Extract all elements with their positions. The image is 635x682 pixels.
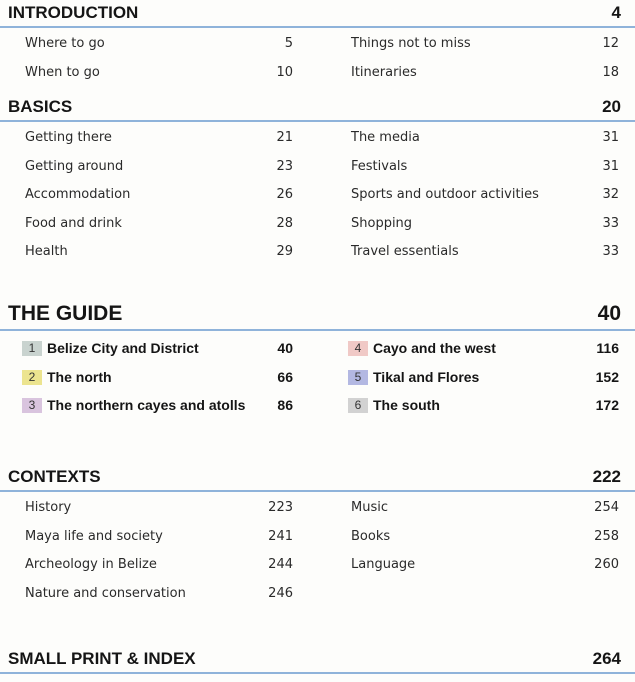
toc-row xyxy=(0,238,635,267)
toc-entry[interactable]: Nature and conservation xyxy=(25,585,186,601)
toc-page-number: 40 xyxy=(277,340,293,356)
toc-entry[interactable]: Itineraries xyxy=(351,64,417,80)
section-header xyxy=(0,646,635,674)
toc-entry[interactable]: Shopping xyxy=(351,215,413,231)
toc-entry[interactable]: When to go xyxy=(25,64,100,80)
toc-page-number: 244 xyxy=(268,557,293,573)
toc-entry[interactable]: Accommodation xyxy=(25,187,131,203)
toc-row xyxy=(0,210,635,239)
section-contexts xyxy=(0,464,635,608)
chapter-number-badge: 4 xyxy=(348,341,368,356)
chapter-number-badge: 6 xyxy=(348,398,368,413)
toc-page-number: 10 xyxy=(276,64,293,80)
toc-row xyxy=(0,551,635,580)
toc-page-number: 28 xyxy=(276,215,293,231)
toc-entry[interactable]: Health xyxy=(25,244,68,260)
toc-entry[interactable]: Food and drink xyxy=(25,215,122,231)
chapter-label: Belize City and District xyxy=(47,340,199,356)
toc-page-number: 116 xyxy=(596,340,619,356)
toc-entry[interactable]: Sports and outdoor activities xyxy=(351,187,539,203)
chapter-entry[interactable] xyxy=(348,334,496,363)
toc-entry[interactable]: Festivals xyxy=(351,158,408,174)
toc-page-number: 21 xyxy=(276,130,293,145)
section-title[interactable]: THE GUIDE xyxy=(8,302,123,325)
toc-page-number: 5 xyxy=(284,36,293,51)
toc-page-number: 152 xyxy=(595,368,619,385)
toc-page-number: 18 xyxy=(602,64,619,80)
toc-page-number: 260 xyxy=(594,557,619,573)
toc-row xyxy=(0,523,635,552)
toc-page-number: 223 xyxy=(268,500,293,515)
section-page-number: 40 xyxy=(597,302,621,325)
toc-row xyxy=(0,59,635,88)
toc-row xyxy=(0,580,635,609)
section-header xyxy=(0,0,635,28)
toc-page-number: 86 xyxy=(277,397,293,414)
chapter-entry[interactable] xyxy=(22,363,112,392)
toc-entry[interactable]: Books xyxy=(351,528,391,544)
toc-page-number: 66 xyxy=(277,368,293,385)
chapter-entry[interactable] xyxy=(22,334,199,363)
section-page-number: 264 xyxy=(592,649,621,668)
toc-entry[interactable]: Language xyxy=(351,557,416,573)
toc-entry[interactable]: Getting around xyxy=(25,158,124,174)
toc-row xyxy=(0,124,635,153)
section-title[interactable]: CONTEXTS xyxy=(8,467,101,486)
section-basics xyxy=(0,94,635,267)
toc-entry[interactable]: Things not to miss xyxy=(351,36,471,51)
toc-page-number: 23 xyxy=(276,158,293,174)
toc-page-number: 258 xyxy=(594,528,619,544)
chapter-label: The northern cayes and atolls xyxy=(47,397,246,414)
chapter-entry[interactable] xyxy=(348,363,479,392)
section-title[interactable]: SMALL PRINT & INDEX xyxy=(8,649,196,668)
chapter-number-badge: 1 xyxy=(22,341,42,356)
toc-entry[interactable]: Archeology in Belize xyxy=(25,557,157,573)
toc-page-number: 172 xyxy=(595,397,619,414)
section-page-number: 222 xyxy=(592,467,621,486)
chapter-label: Tikal and Flores xyxy=(373,368,480,385)
toc-entry[interactable]: Travel essentials xyxy=(351,244,459,260)
toc-row xyxy=(0,334,635,363)
section-introduction xyxy=(0,0,635,87)
toc-row xyxy=(0,363,635,392)
toc-entry[interactable]: The media xyxy=(351,130,420,145)
chapter-label: The north xyxy=(47,368,112,385)
section-page-number: 20 xyxy=(602,97,621,116)
toc-entry[interactable]: History xyxy=(25,500,72,515)
section-header xyxy=(0,94,635,122)
toc-page-number: 26 xyxy=(276,187,293,203)
section-small-print-index xyxy=(0,646,635,674)
toc-page-number: 33 xyxy=(602,244,619,260)
toc-entry[interactable]: Where to go xyxy=(25,36,105,51)
chapter-number-badge: 3 xyxy=(22,398,42,413)
section-header xyxy=(0,464,635,492)
toc-page-number: 241 xyxy=(268,528,293,544)
section-header xyxy=(0,299,635,331)
section-the-guide xyxy=(0,299,635,420)
toc-row xyxy=(0,494,635,523)
section-title[interactable]: BASICS xyxy=(8,97,73,116)
chapter-entry[interactable] xyxy=(348,391,440,420)
toc-row xyxy=(0,153,635,182)
toc-page-number: 33 xyxy=(602,215,619,231)
section-title[interactable]: INTRODUCTION xyxy=(8,3,139,22)
chapter-label: The south xyxy=(373,397,440,414)
toc-page-number: 246 xyxy=(268,585,293,601)
toc-row xyxy=(0,181,635,210)
toc-page-number: 254 xyxy=(594,500,619,515)
chapter-number-badge: 2 xyxy=(22,370,42,385)
toc-page-number: 32 xyxy=(602,187,619,203)
toc-entry[interactable]: Music xyxy=(351,500,388,515)
toc-row xyxy=(0,391,635,420)
toc-page-number: 31 xyxy=(602,130,619,145)
chapter-label: Cayo and the west xyxy=(373,340,496,356)
toc-entry[interactable]: Maya life and society xyxy=(25,528,163,544)
chapter-number-badge: 5 xyxy=(348,370,368,385)
toc-page-number: 31 xyxy=(602,158,619,174)
toc-page-number: 29 xyxy=(276,244,293,260)
chapter-entry[interactable] xyxy=(22,391,245,420)
toc-page-number: 12 xyxy=(602,36,619,51)
toc-entry[interactable]: Getting there xyxy=(25,130,112,145)
toc-row xyxy=(0,30,635,59)
section-page-number: 4 xyxy=(611,3,621,22)
